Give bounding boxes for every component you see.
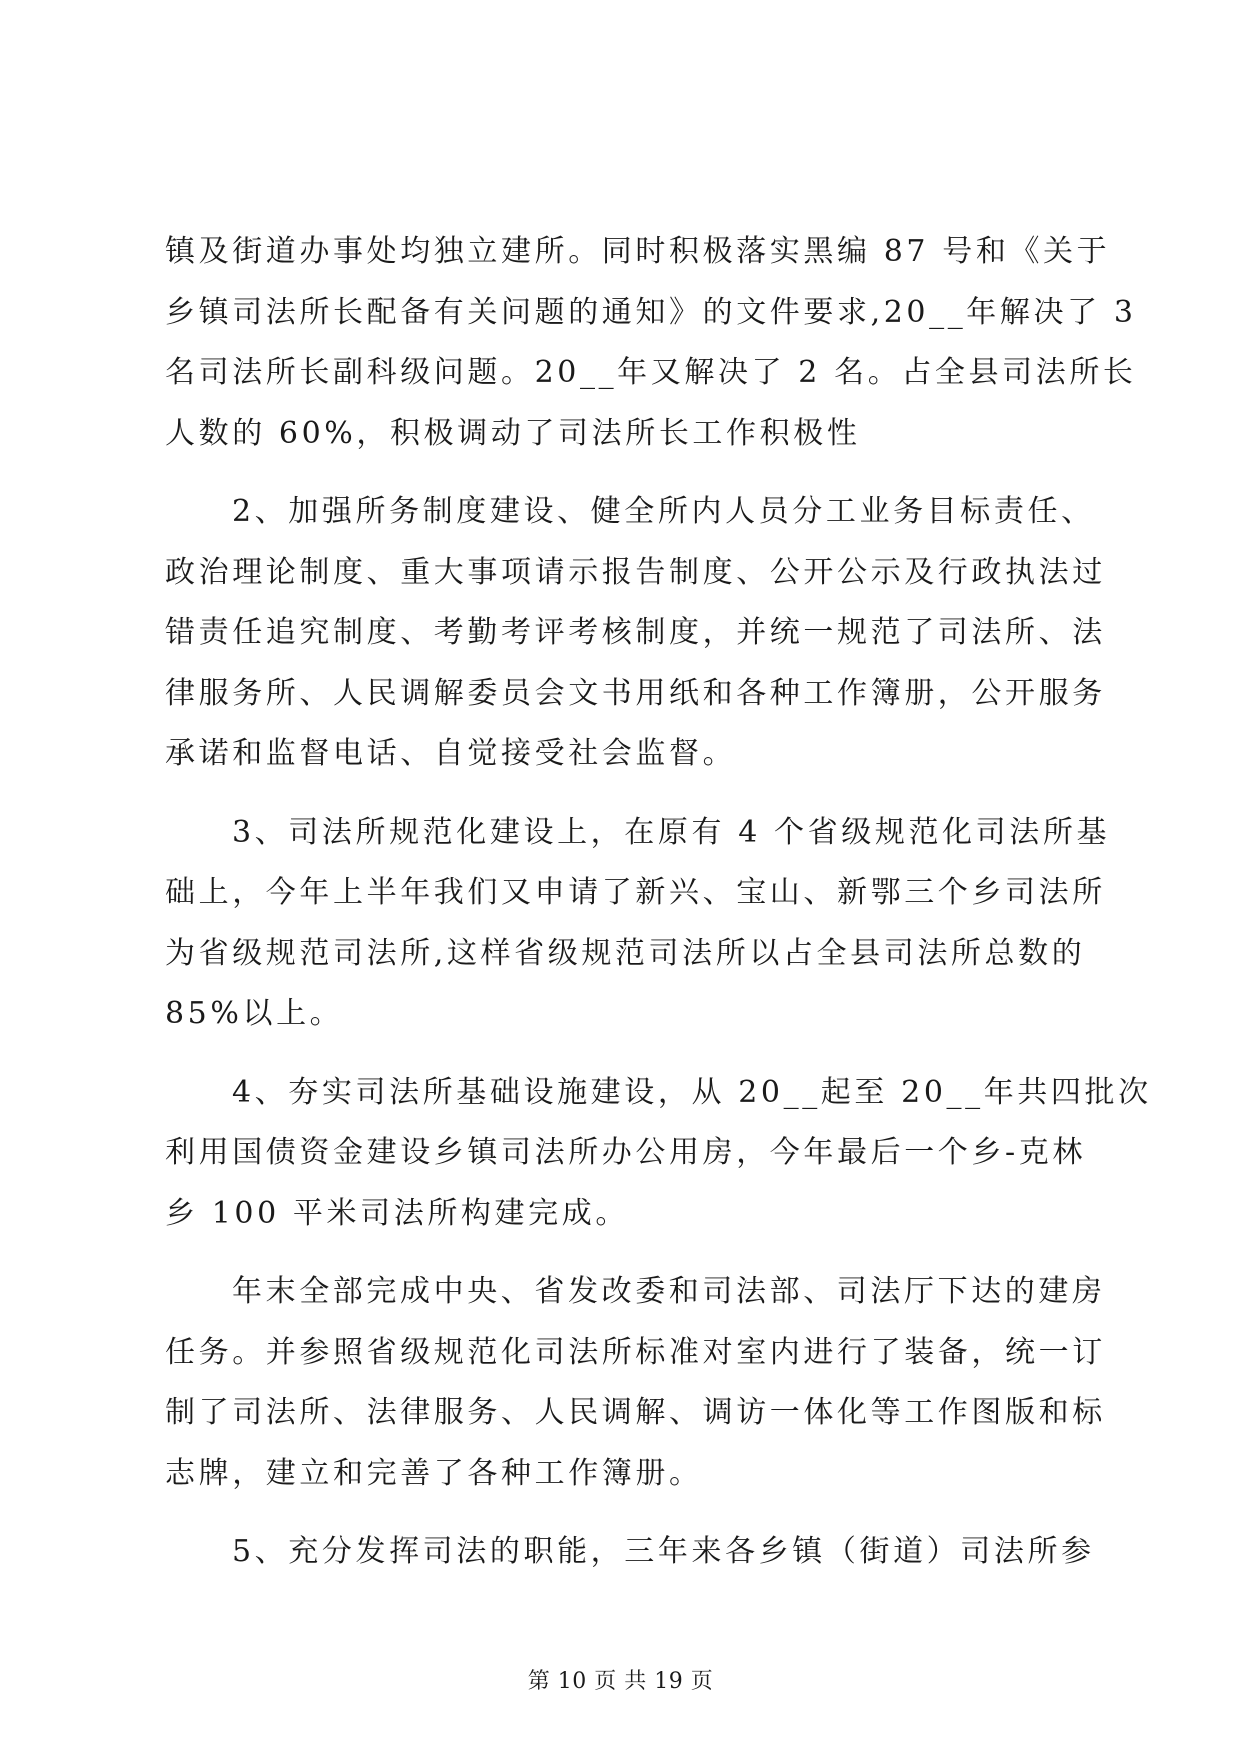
document-body (165, 222, 1152, 1583)
text-line: 利用国债资金建设乡镇司法所办公用房，今年最后一个乡-克林 (165, 1135, 1086, 1170)
text-line: 任务。并参照省级规范化司法所标准对室内进行了装备，统一订 (165, 1334, 1106, 1370)
text-line: 人数的 60%，积极调动了司法所长工作积极性 (165, 415, 861, 451)
text-line: 镇及街道办事处均独立建所。同时积极落实黑编 87 号和《关于 (165, 234, 1111, 269)
text-line: 5、充分发挥司法的职能，三年来各乡镇（街道）司法所参 (232, 1534, 1095, 1569)
text-line: 3、司法所规范化建设上，在原有 4 个省级规范化司法所基 (232, 814, 1111, 850)
text-line: 名司法所长副科级问题。20__年又解决了 2 名。占全县司法所长 (165, 355, 1137, 390)
text-line: 础上，今年上半年我们又申请了新兴、宝山、新鄂三个乡司法所 (165, 875, 1106, 910)
text-line: 错责任追究制度、考勤考评考核制度，并统一规范了司法所、法 (165, 615, 1106, 650)
text-line: 4、夯实司法所基础设施建设，从 20__起至 20__年共四批次 (232, 1074, 1152, 1110)
page-footer: 第 10 页 共 19 页 (527, 1669, 714, 1694)
text-line: 85%以上。 (165, 996, 344, 1031)
text-line: 制了司法所、法律服务、人民调解、调访一体化等工作图版和标 (165, 1395, 1106, 1430)
text-line: 承诺和监督电话、自觉接受社会监督。 (165, 736, 737, 771)
text-line: 乡 100 平米司法所构建完成。 (165, 1195, 629, 1231)
text-line: 年末全部完成中央、省发改委和司法部、司法厅下达的建房 (232, 1274, 1106, 1309)
text-line: 律服务所、人民调解委员会文书用纸和各种工作簿册，公开服务 (165, 675, 1106, 711)
text-line: 为省级规范司法所,这样省级规范司法所以占全县司法所总数的 (165, 935, 1086, 971)
text-line: 2、加强所务制度建设、健全所内人员分工业务目标责任、 (232, 494, 1095, 529)
text-line: 政治理论制度、重大事项请示报告制度、公开公示及行政执法过 (165, 554, 1106, 590)
text-line: 志牌，建立和完善了各种工作簿册。 (165, 1455, 703, 1491)
text-line: 乡镇司法所长配备有关问题的通知》的文件要求,20__年解决了 3 (165, 294, 1137, 330)
